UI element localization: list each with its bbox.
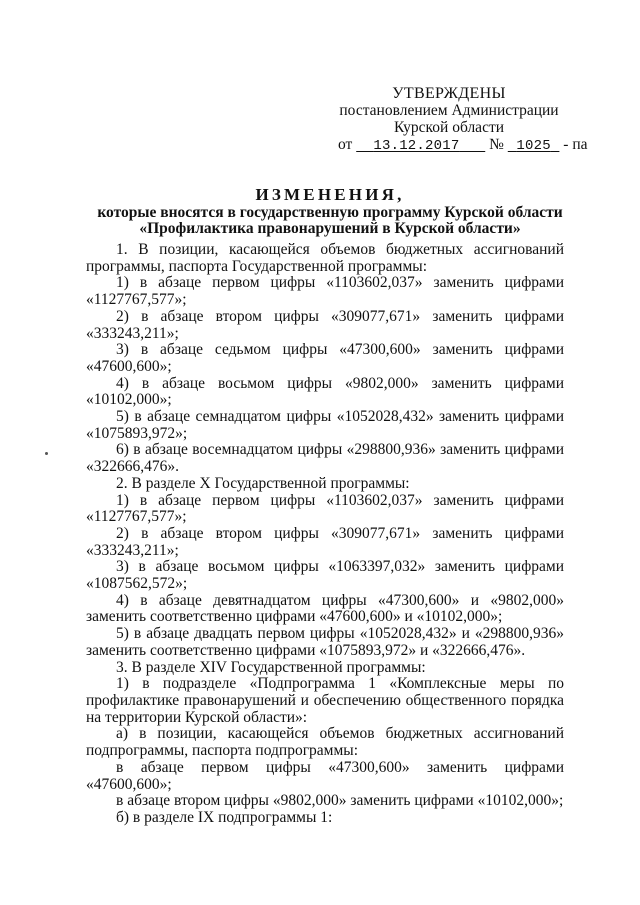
paragraph: 2) в абзаце втором цифры «309077,671» заменить цифрами «333243,211»;: [86, 307, 564, 342]
scan-speck: [45, 452, 48, 455]
paragraph: 5) в абзаце двадцать первом цифры «1052028,432» и «298800,936» заменить соответственно цифрами «1075893,972» и «322666,476».: [86, 625, 564, 659]
paragraph: 3) в абзаце седьмом цифры «47300,600» заменить цифрами «47600,600»;: [86, 341, 564, 375]
paragraph: 3. В разделе XIV Государственной программы:: [116, 658, 426, 676]
paragraph: 5) в абзаце семнадцатом цифры «1052028,432» заменить цифрами «1075893,972»;: [86, 408, 564, 442]
paragraph: в абзаце втором цифры «9802,000» заменить цифрами «10102,000»;: [116, 792, 564, 810]
date-prefix: от: [338, 136, 353, 153]
number-suffix: - па: [563, 136, 588, 153]
approval-date-line: [334, 136, 588, 155]
number-prefix: №: [489, 136, 504, 153]
approval-line-1: постановлением Администрации: [339, 102, 559, 119]
document-title: ИЗМЕНЕНИЯ,: [255, 185, 405, 204]
approval-line-2: Курской области: [393, 119, 505, 136]
paragraph: а) в позиции, касающейся объемов бюджетных ассигнований подпрограммы, паспорта подпрограммы:: [86, 725, 564, 760]
approval-block: [334, 85, 588, 155]
paragraph: 4) в абзаце девятнадцатом цифры «47300,600» и «9802,000» заменить соответственно цифрами «47600,600» и «10102,000»;: [86, 591, 564, 626]
paragraph: 3) в абзаце восьмом цифры «1063397,032» заменить цифрами «1087562,572»;: [86, 558, 564, 593]
paragraph: 1) в подразделе «Подпрограмма 1 «Комплексные меры по профилактике правонарушений и обеспечению общественного порядка на территории Курской области»:: [86, 675, 564, 726]
paragraph: 1) в абзаце первом цифры «1103602,037» заменить цифрами «1127767,577»;: [86, 274, 564, 309]
amendments-body: [86, 242, 564, 827]
approval-number: 1025: [516, 138, 551, 154]
paragraph: б) в разделе IX подпрограммы 1:: [116, 808, 333, 826]
paragraph: 6) в абзаце восемнадцатом цифры «298800,936» заменить цифрами «322666,476».: [86, 441, 564, 476]
paragraph: 1. В позиции, касающейся объемов бюджетных ассигнований программы, паспорта Государственной программы:: [86, 241, 564, 275]
document-subtitle-line-2: «Профилактика правонарушений в Курской области»: [139, 220, 521, 237]
paragraph: 2) в абзаце втором цифры «309077,671» заменить цифрами «333243,211»;: [86, 524, 564, 559]
paragraph: 2. В разделе X Государственной программы:: [116, 474, 410, 492]
paragraph: 1) в абзаце первом цифры «1103602,037» заменить цифрами «1127767,577»;: [86, 491, 564, 526]
paragraph: в абзаце первом цифры «47300,600» заменить цифрами «47600,600»;: [86, 758, 564, 793]
paragraph: 4) в абзаце восьмом цифры «9802,000» заменить цифрами «10102,000»;: [86, 374, 564, 409]
approval-date: 13.12.2017: [373, 138, 460, 154]
document-subtitle-line-1: которые вносятся в государственную программу Курской области: [97, 204, 563, 221]
approval-title: УТВЕРЖДЕНЫ: [392, 85, 506, 102]
